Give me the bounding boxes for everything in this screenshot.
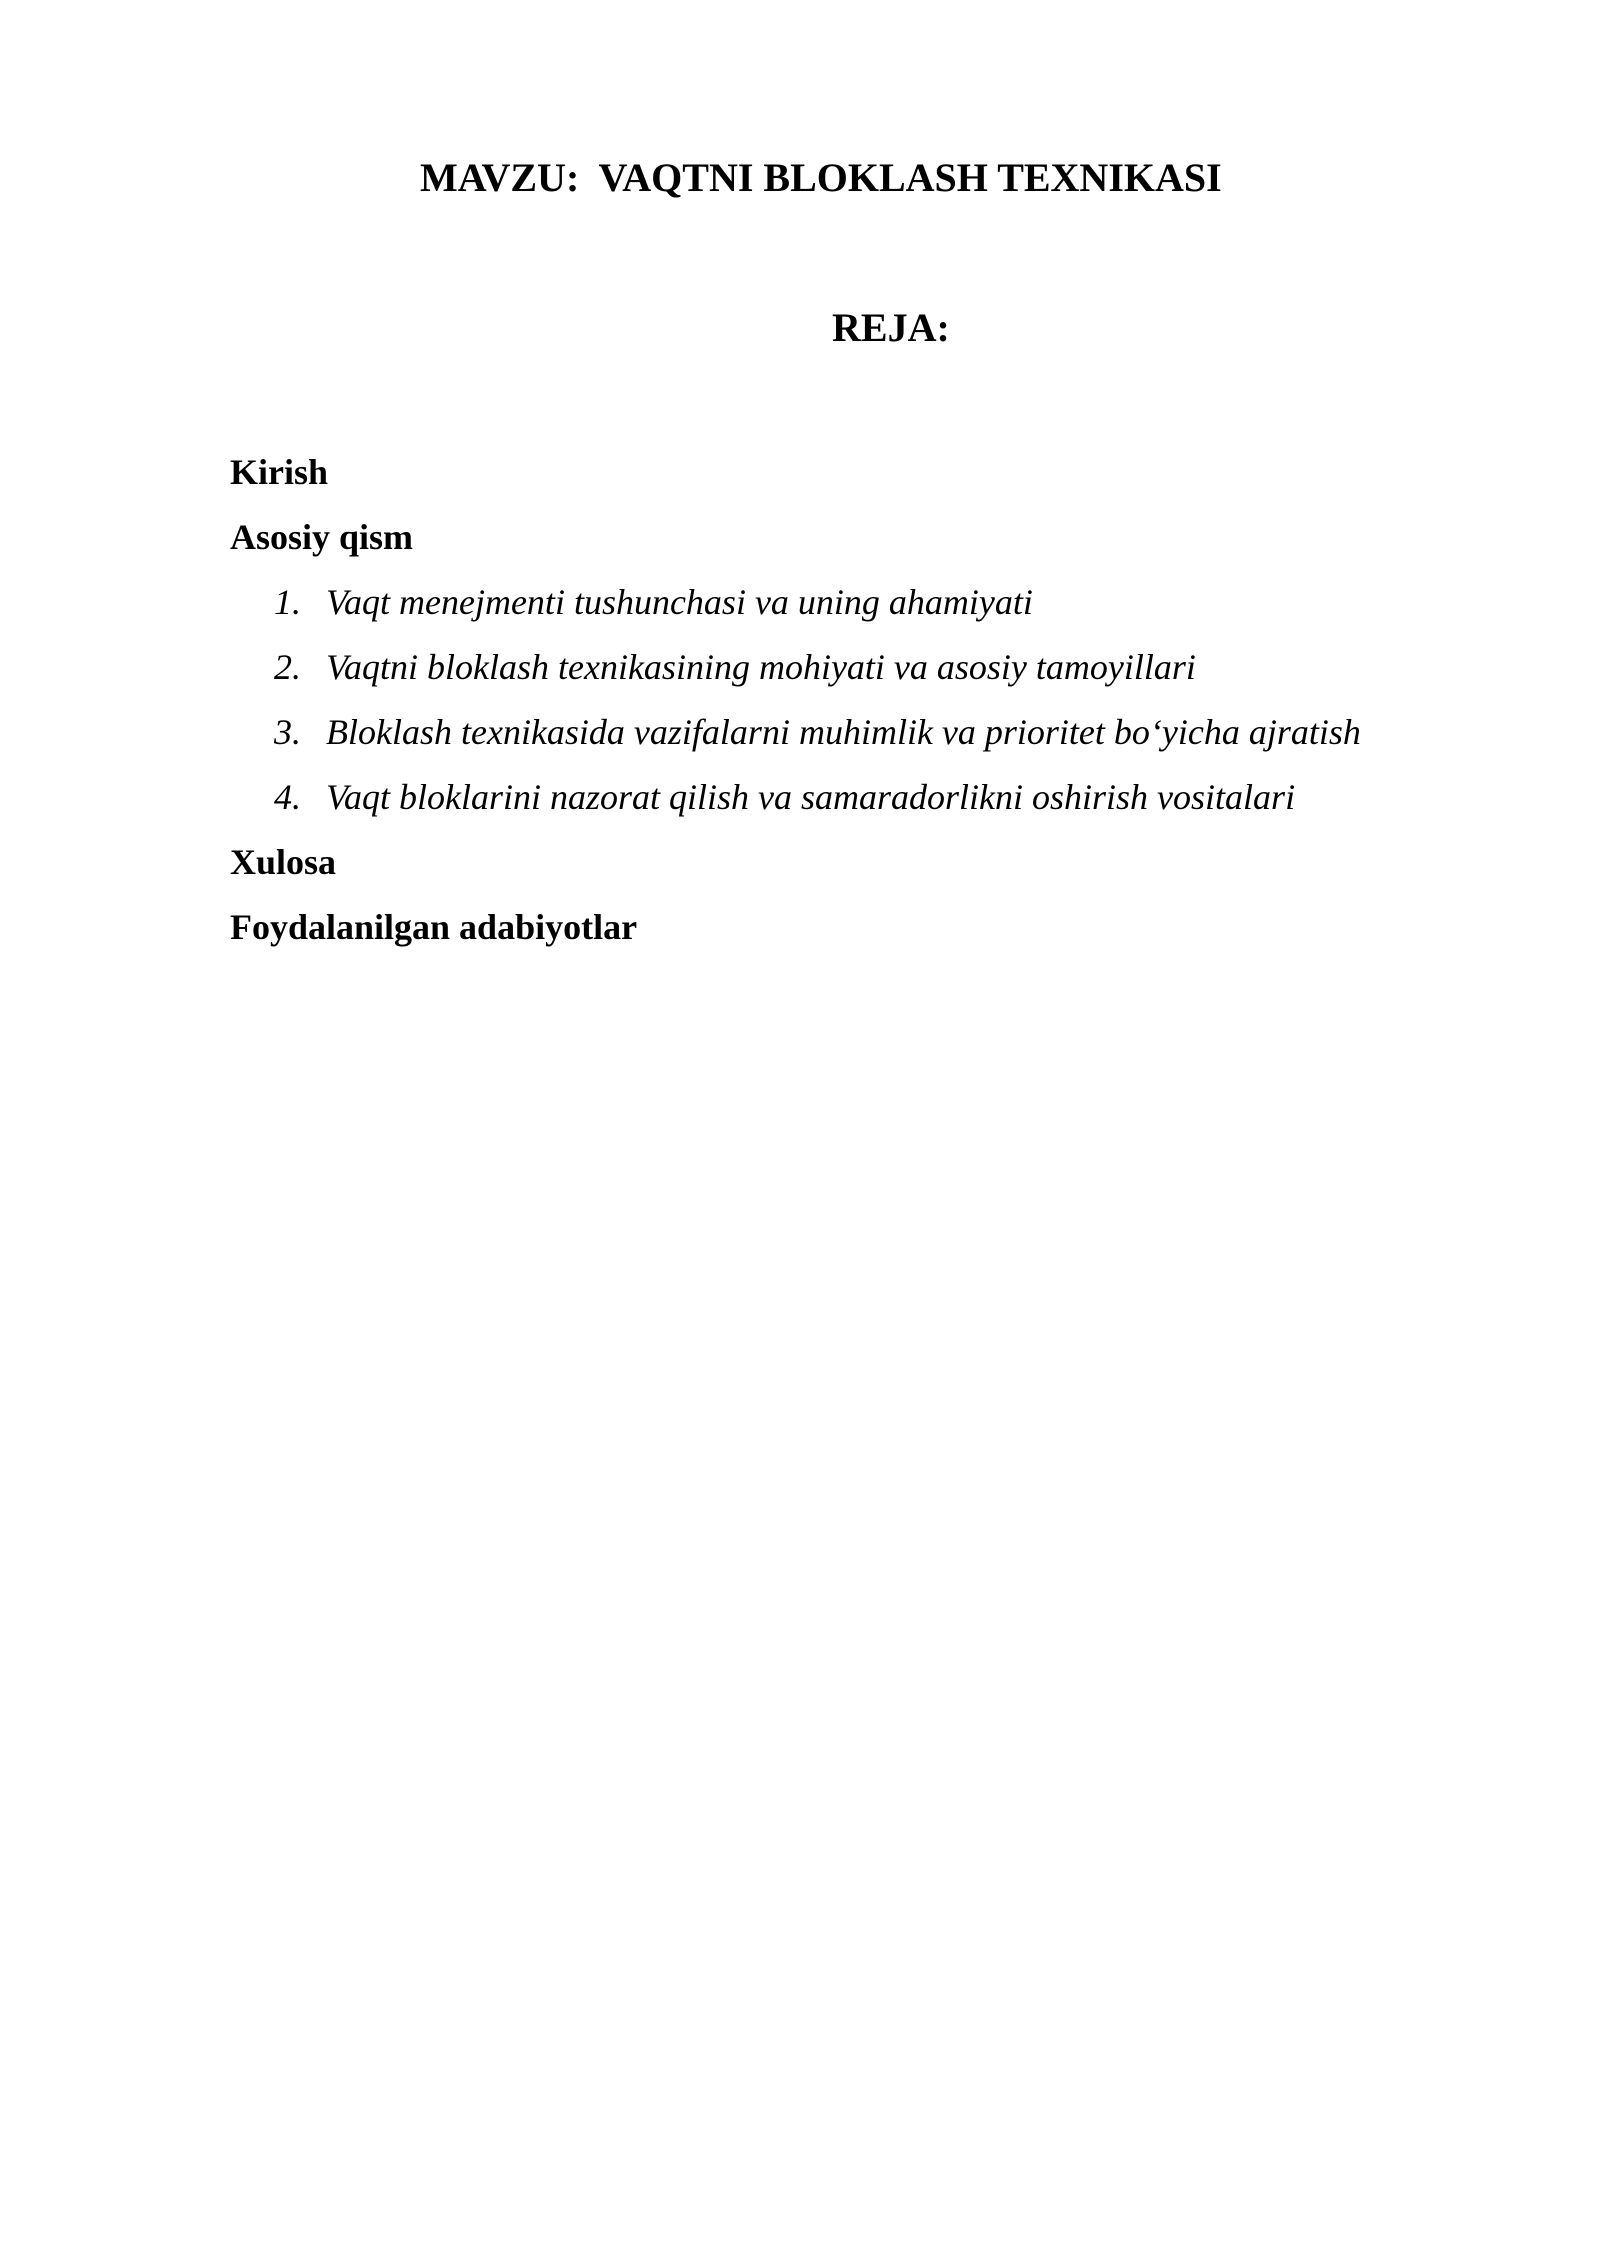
section-intro: Kirish	[230, 452, 329, 492]
plan-item-text: Vaqt bloklarini nazorat qilish va samaradorlikni oshirish vositalari	[326, 777, 1296, 817]
plan-heading: REJA:	[832, 305, 950, 350]
plan-list	[230, 446, 1480, 966]
plan-item-number: 3.	[274, 712, 301, 752]
plan-item-text: Vaqt menejmenti tushunchasi va uning ahamiyati	[326, 582, 1033, 622]
section-references: Foydalanilgan adabiyotlar	[230, 907, 638, 947]
plan-item-number: 4.	[274, 777, 301, 817]
plan-item-3	[230, 706, 1480, 771]
plan-item-text: Bloklash texnikasida vazifalarni muhimlik va prioritet bo‘yicha ajratish	[326, 712, 1361, 752]
plan-item-text: Vaqtni bloklash texnikasining mohiyati va asosiy tamoyillari	[326, 647, 1196, 687]
plan-item-2	[230, 641, 1480, 706]
plan-item-4	[230, 771, 1480, 836]
plan-item-number: 2.	[274, 647, 301, 687]
plan-item-number: 1.	[274, 582, 301, 622]
document-title: MAVZU: VAQTNI BLOKLASH TEXNIKASI	[420, 155, 1222, 200]
section-main-part: Asosiy qism	[230, 517, 414, 557]
plan-item-1	[230, 576, 1480, 641]
section-conclusion: Xulosa	[230, 842, 337, 882]
